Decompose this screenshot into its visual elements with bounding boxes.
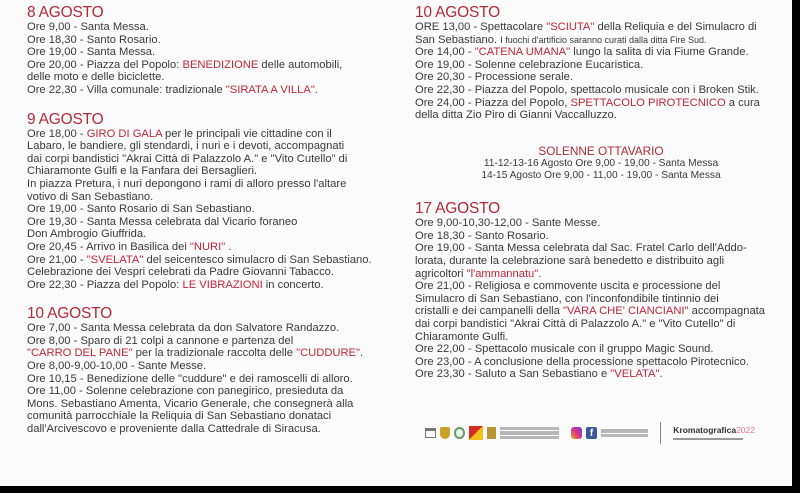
schedule-text: Ore 8,00 - Sparo di 21 colpi a cannone e partenza del [27,334,294,347]
schedule-text: accompagnata [688,305,765,318]
schedule-text: dall'Arcivescovo e proveniente dalla Cattedrale di Siracusa. [27,423,321,436]
schedule-text: Ore 8,00-9,00-10,00 - Sante Messe. [27,360,207,373]
schedule-text: Ore 24,00 - Piazza del Popolo, [415,96,571,109]
highlighted-event: "SCIUTA" [546,21,595,33]
schedule-text: . [225,240,232,253]
instagram-icon [571,427,582,439]
highlighted-event: GIRO DI GALA [86,127,162,140]
schedule-text: delle automobili, [258,58,343,71]
highlighted-event: "CATENA UMANA" [474,46,571,59]
schedule-line [27,241,397,254]
schedule-line [415,109,787,122]
schedule-line [415,21,787,34]
schedule-line [415,356,787,369]
schedule-line [415,97,787,110]
brand-logo [673,426,755,440]
schedule-line [27,71,397,84]
schedule-text: Ore 19,30 - Santa Messa celebrata dal Vicario foraneo [27,215,298,228]
schedule-line [27,191,397,204]
schedule-text: a cura [725,96,760,109]
schedule-text: Ore 10,15 - Benedizione delle "cuddure" e dei ramoscelli di alloro. [27,372,353,385]
schedule-text: . [659,368,663,381]
schedule-line [27,254,397,267]
day-section-9-agosto [27,111,397,292]
schedule-line [27,385,397,398]
schedule-line [27,228,397,241]
sponsor-logos-footer [425,420,755,446]
highlighted-event: "l'ammannatu" [466,267,539,280]
schedule-line [27,360,397,373]
schedule-text: I fuochi d'artificio saranno curati dalla ditta Fire Sud. [500,34,707,45]
schedule-line [415,46,787,59]
schedule-text: Ore 18,30 - Santo Rosario. [415,229,549,242]
schedule-line [27,128,397,141]
schedule-line [415,318,787,331]
round-seal-logo-icon [454,427,466,439]
schedule-text: lorata, durante la celebrazione sarà benedetto e distribuito agli [415,254,725,267]
schedule-line [415,305,787,318]
ottavario-line: 11-12-13-16 Agosto Ore 9,00 - 19,00 - Santa Messa [483,157,719,169]
schedule-text: delle moto e delle biciclette. [27,71,165,84]
schedule-line [27,165,397,178]
left-column [27,4,397,450]
schedule-text: Ore 14,00 - [415,46,475,59]
schedule-line [27,84,397,97]
schedule-line [415,71,787,84]
schedule-line [27,140,397,153]
schedule-text: Ore 22,30 - Villa comunale: tradizionale [27,83,226,96]
schedule-text: Ore 9,00-10,30-12,00 - Sante Messe. [415,217,601,230]
right-column [415,4,787,395]
schedule-text: Ore 19,00 - Santo Rosario di San Sebastiano. [27,203,255,216]
day-section-10-agosto-pm [415,4,787,122]
schedule-text: cristalli e dei campanelli della [415,305,563,318]
schedule-text: Ore 9,00 - Santa Messa. [27,21,149,33]
schedule-line [27,373,397,386]
schedule-text: per la tradizionale raccolta delle [132,347,297,360]
schedule-text: ORE 13,00 - Spettacolare [415,21,547,33]
schedule-line [27,178,397,191]
schedule-text: Ore 20,00 - Piazza del Popolo: [27,58,183,71]
schedule-text: San Sebastiano. [415,33,501,46]
day-title: 10 AGOSTO [415,4,500,21]
schedule-text: Ore 19,00 - Santa Messa. [27,46,156,59]
highlighted-event: SPETTACOLO PIROTECNICO [570,96,726,109]
day-title: 8 AGOSTO [27,4,104,21]
schedule-text: . [360,347,364,360]
schedule-line [27,59,397,72]
day-section-17-agosto [415,200,787,381]
schedule-line [415,343,787,356]
day-title: 10 AGOSTO [27,305,112,323]
brand-name: Kromatografica [673,425,737,435]
schedule-line [27,34,397,47]
schedule-text: della Reliquia e del Simulacro di [594,21,757,33]
schedule-text: Ore 22,30 - Piazza del Popolo: [27,278,183,291]
highlighted-event: "VARA CHE' CIANCIANI" [563,305,689,318]
schedule-text: In piazza Pretura, i nuri depongono i rami di alloro presso l'altare [27,177,347,190]
schedule-line [27,21,397,34]
schedule-text: . [314,83,318,96]
highlighted-event: "SVELATA" [86,253,144,266]
schedule-line [415,280,787,293]
schedule-text: Celebrazione dei Vespri celebrati da Padre Giovanni Tabacco. [27,266,335,279]
schedule-line [415,59,787,72]
schedule-text: . [538,267,542,280]
crest-logo-2-icon [487,427,496,439]
crest-logo-icon [440,427,449,439]
ottavario-line: 14-15 Agosto Ore 9,00 - 11,00 - 19,00 - Santa Messa [481,169,721,181]
schedule-text: Don Ambrogio Giuffrida. [27,228,147,241]
schedule-line [27,266,397,279]
schedule-text: Ore 23,30 - Saluto a San Sebastiano e [415,368,611,381]
schedule-text: del seicentesco simulacro di San Sebastiano. [143,253,372,266]
schedule-line [27,153,397,166]
schedule-line [27,347,397,360]
schedule-line [415,255,787,268]
schedule-text: Ore 21,00 - Religiosa e commovente uscita e processione del [415,280,721,293]
schedule-line [415,293,787,306]
schedule-line [415,268,787,281]
schedule-text: Ore 7,00 - Santa Messa celebrata da don Salvatore Randazzo. [27,322,340,335]
highlighted-event: "CARRO DEL PANE" [27,347,133,360]
schedule-text: Ore 19,00 - Solenne celebrazione Eucaristica. [415,58,644,71]
schedule-line [27,203,397,216]
day-title: 17 AGOSTO [415,200,500,218]
highlighted-event: "VELATA" [610,368,660,381]
highlighted-event: "SIRATA A VILLA" [225,83,315,96]
brand-suffix: 2022 [736,425,755,435]
day-section-10-agosto [27,305,397,435]
ottavario-section [415,144,787,182]
schedule-line [27,216,397,229]
schedule-text: Labaro, le bandiere, gli stendardi, i nuri e i devoti, accompagnati [27,140,345,153]
schedule-line [27,410,397,423]
schedule-text: Chiaramonte Gulfi e la Fanfara dei Bersaglieri. [27,165,258,178]
schedule-text: agricoltori [415,267,467,280]
brand-url-line [673,438,743,440]
schedule-line [415,230,787,243]
schedule-text: dai corpi bandistici "Akrai Città di Palazzolo A." e "Vito Cutello" di [27,152,348,165]
schedule-line [415,331,787,344]
schedule-line [27,335,397,348]
schedule-text: della ditta Zio Piro di Gianni Vaccalluzzo. [415,109,617,122]
day-section-8-agosto [27,4,397,97]
day-title: 9 AGOSTO [27,110,104,128]
schedule-text: Ore 20,45 - Arrivo in Basilica dei [27,240,190,253]
schedule-text: comunità parrocchiale la Reliquia di San Sebastiano donataci [27,410,332,423]
unesco-logo-icon [425,428,436,438]
organizer-text-block [500,426,558,440]
schedule-line [415,84,787,97]
schedule-text: Mons. Sebastiano Amenta, Vicario Generale, che consegnerà alla [27,397,354,410]
schedule-line [27,279,397,292]
schedule-text: per le principali vie cittadine con il [161,127,332,140]
highlighted-event: "NURI" [189,240,226,253]
schedule-text: Ore 21,00 - [27,253,87,266]
schedule-text: Ore 22,00 - Spettacolo musicale con il gruppo Magic Sound. [415,343,714,356]
schedule-line [415,242,787,255]
schedule-line [415,217,787,230]
social-handle-text [601,428,648,437]
schedule-text: Chiaramonte Gulfi. [415,330,509,343]
schedule-text: in concerto. [262,278,324,291]
schedule-text: Ore 19,00 - Santa Messa celebrata dal Sac. Fratel Carlo dell'Addo- [415,242,747,255]
schedule-text: Ore 22,30 - Piazza del Popolo, spettacolo musicale con i Broken Stik. [415,83,759,96]
facebook-icon: f [586,427,597,439]
schedule-line [27,423,397,436]
schedule-line [27,46,397,59]
highlighted-event: BENEDIZIONE [182,58,259,71]
schedule-text: Ore 23,00 - A conclusione della processione spettacolo Pirotecnico. [415,355,749,368]
schedule-text: votivo di San Sebastiano. [27,190,154,203]
schedule-line [27,322,397,335]
schedule-line [415,34,787,47]
schedule-text: Simulacro di San Sebastiano, con l'inconfondibile tintinnio dei [415,292,719,305]
schedule-line [415,368,787,381]
schedule-text: Ore 18,30 - Santo Rosario. [27,33,161,46]
highlighted-event: LE VIBRAZIONI [182,278,263,291]
schedule-line [27,398,397,411]
sicily-flag-logo-icon [469,426,482,440]
schedule-text: Ore 20,30 - Processione serale. [415,71,573,84]
schedule-text: lungo la salita di via Fiume Grande. [570,46,749,59]
ottavario-title: SOLENNE OTTAVARIO [538,143,664,158]
highlighted-event: "CUDDURE" [296,347,360,360]
schedule-text: Ore 11,00 - Solenne celebrazione con panegirico, presieduta da [27,385,344,398]
schedule-text: Ore 18,00 - [27,127,87,140]
schedule-text: dai corpi bandistici "Akrai Città di Palazzolo A." e "Vito Cutello" di [415,317,736,330]
footer-divider [660,422,661,444]
